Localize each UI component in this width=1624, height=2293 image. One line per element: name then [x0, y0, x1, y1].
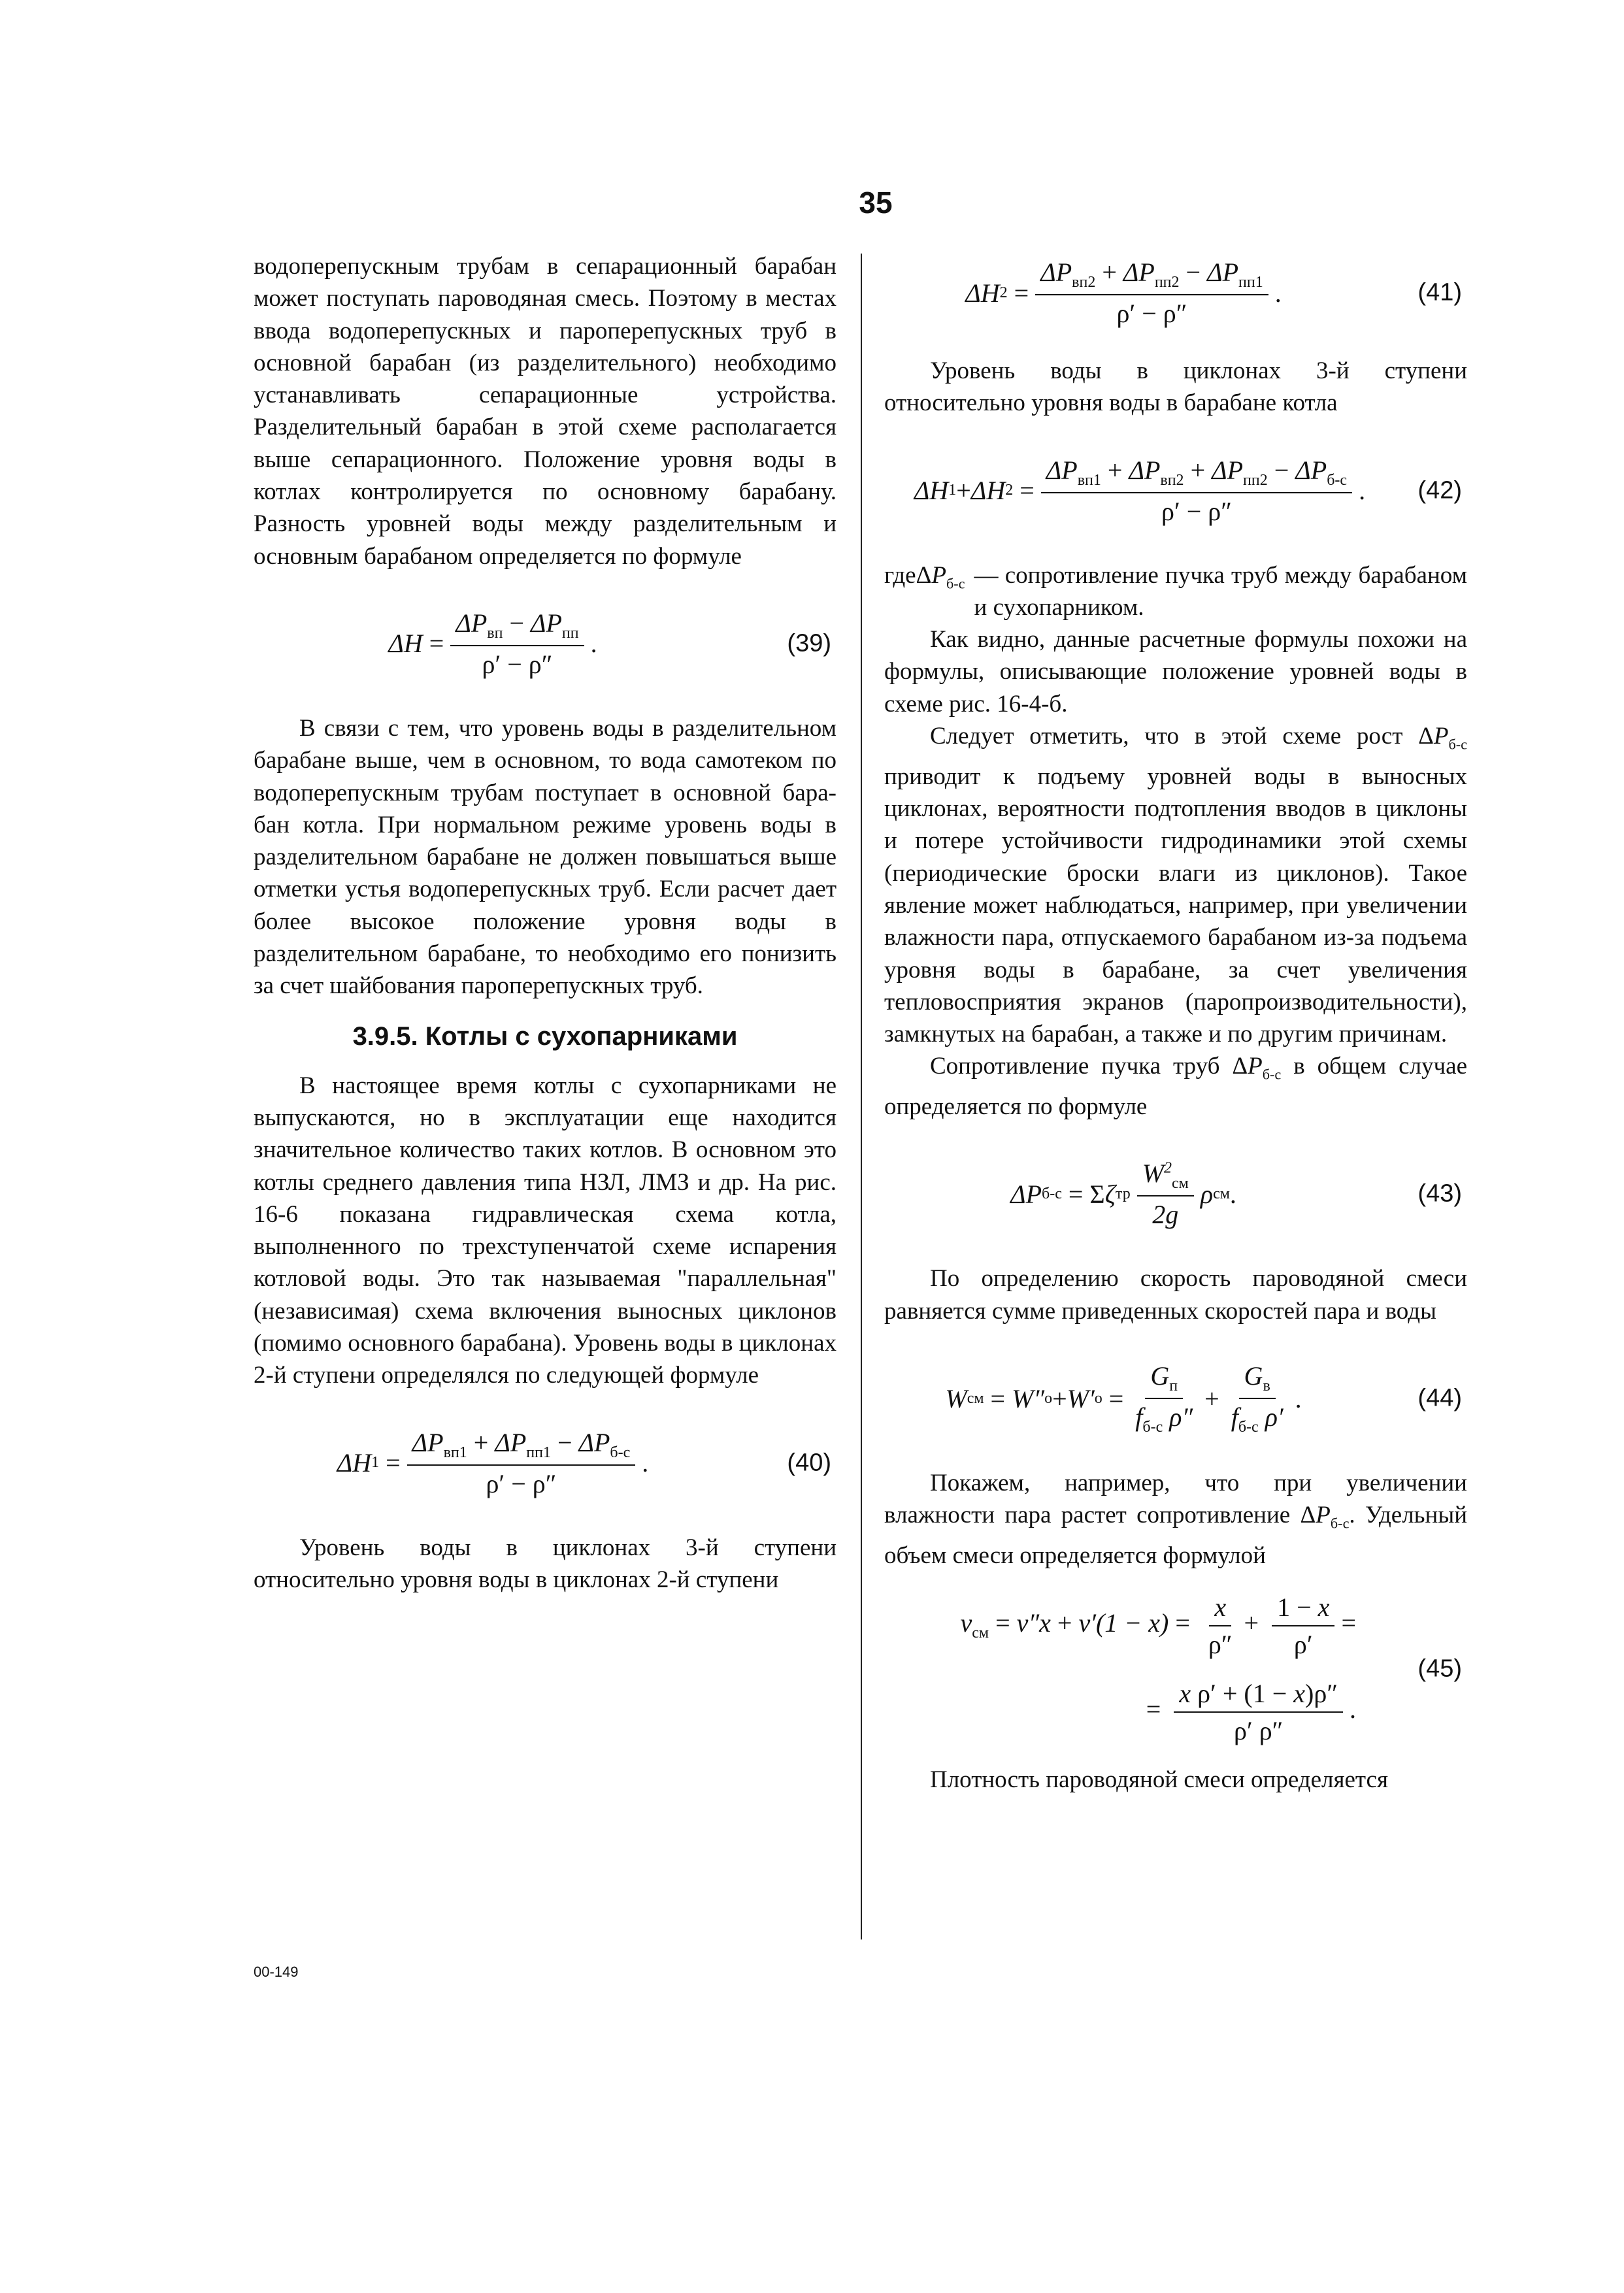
- equation-40: [254, 1414, 837, 1512]
- column-divider: [861, 254, 862, 1939]
- equation-39-number: (39): [787, 629, 831, 657]
- where-text: — сопротивление пучка труб между барабаном и сухопарником.: [974, 561, 1467, 621]
- left-paragraph-2: В связи с тем, что уровень воды в разделительном барабане выше, чем в основном, то вода самотеком по водоперепускным трубам поступает в основной барабан котла. При нормальном режиме уровень воды в разделительном барабане не должен повышаться выше отметки устья водоперепускных труб. Если расчет дает более высокое положение уровня воды в разделительном барабане, то необходимо его понизить за счет шайбования пароперепускных труб.: [254, 714, 837, 1000]
- equation-42: [884, 442, 1467, 540]
- equation-40-number: (40): [787, 1449, 831, 1477]
- equation-43: [884, 1145, 1467, 1243]
- footer-code: 00-149: [254, 1964, 299, 1980]
- left-paragraph-4: Уровень воды в циклонах 3-й ступени относительно уровня воды в циклонах 2-й ступени: [254, 1534, 837, 1593]
- equation-45: [884, 1594, 1467, 1744]
- right-paragraph-1: Уровень воды в циклонах 3-й ступени относительно уровня воды в барабане котла: [884, 357, 1467, 417]
- left-paragraph-3: В настоящее время котлы с сухопарниками не выпускаются, но в эксплуатации еще находится значительное количество таких котлов. В основном это котлы среднего давления типа НЗЛ, ЛМЗ и др. На рис. 16-6 показана гидравлическая схема котла, выполненного по трехступенчатой схеме испарения котловой воды. Это так называемая "параллельная" (независимая) схема включения выносных циклонов (помимо основного барабана). Уровень воды в циклонах 2-й ступени определялся по следующей формуле: [254, 1072, 837, 1389]
- right-column: [884, 250, 1467, 1796]
- right-paragraph-6: Покажем, например, что при увеличении влажности пара растет сопротивление $\Delta P_{б-с}$. Удельный объем смеси определяется формулой: [884, 1470, 1467, 1569]
- equation-44: [884, 1349, 1467, 1447]
- left-column: [254, 250, 837, 1596]
- equation-45-number: (45): [1417, 1655, 1462, 1683]
- page-number: 35: [859, 186, 893, 220]
- equation-44-body: W см = W ″ о + W ′ о = $\frac{G_п}{f_{б-с} \rho''}$ + $\frac{G_в}{f_{б-с} \rho'}$ .: [945, 1361, 1302, 1436]
- right-paragraph-3: Следует отметить, что в этой схеме рост $\Delta P_{б-с}$ приводит к подъему уровней воды в выносных циклонах, вероятности подтопления вводов в циклоны и потере устойчивости гидродинамики этой схемы (периодические броски влаги из циклонов). Такое явление может наблюдаться, например, при увеличении влажности пара, отпускаемого барабаном из-за подъема уровня воды в барабане, за счет увеличения тепловосприятия экранов (паропроизводительности), замкнутых на барабан, а также и по другим причинам.: [884, 723, 1468, 1048]
- equation-43-number: (43): [1417, 1179, 1462, 1208]
- equation-43-body: Δ P б-с = Σ ζ тр $\frac{W^2_{см}}{2g}$ ρ см .: [1010, 1159, 1236, 1230]
- right-paragraph-5: По определению скорость пароводяной смеси равняется сумме приведенных скоростей пара и воды: [884, 1265, 1467, 1325]
- equation-40-body: Δ H 1 = $\frac{\Delta P_{вп1} + \Delta P_{пп1} - \Delta P_{б-с}}{\rho' - \rho''}$ .: [337, 1427, 649, 1498]
- equation-41: [884, 250, 1467, 335]
- equation-41-body: Δ H 2 = $\frac{\Delta P_{вп2} + \Delta P_{пп2} - \Delta P_{пп1}}{\rho' - \rho''}$ .: [965, 257, 1282, 328]
- equation-39-body: Δ H = $\frac{\Delta P_{вп} - \Delta P_{пп}}{\rho' - \rho''}$ .: [388, 608, 597, 679]
- right-paragraph-4: Сопротивление пучка труб $\Delta P_{б-с}$ в общем случае определяется по формуле: [884, 1053, 1468, 1121]
- right-paragraph-7: Плотность пароводяной смеси определяется: [930, 1766, 1388, 1794]
- equation-45-body: $v_{см} = v''x + v'(1 - x)$ = $\frac{x}{\rho''}$ + $\frac{1 - x}{\rho'}$ = = $\frac{\text{x ρ′ + (1 − x)ρ″}}{\rho' \rho''}$ .: [960, 1592, 1356, 1746]
- equation-42-body: Δ H 1 + Δ H 2 = $\frac{\Delta P_{вп1} + \Delta P_{вп2} + \Delta P_{пп2} - \Delta P_{б-с}}{\rho' - \rho''}$ .: [914, 455, 1366, 526]
- equation-42-number: (42): [1417, 476, 1462, 504]
- equation-41-number: (41): [1417, 278, 1462, 306]
- right-paragraph-2: Как видно, данные расчетные формулы похожи на формулы, описывающие положение уровней воды в схеме рис. 16-4-б.: [884, 626, 1467, 718]
- where-clause: [884, 559, 1467, 624]
- left-paragraph-1: водоперепускным трубам в сепарационный барабан может поступать пароводяная смесь. Поэтому в местах ввода водоперепускных и пароперепускных труб в основной барабан (из разделительного) необходимо устанавливать сепарационные устройства. Разделительный барабан в этой схеме располагается выше сепарационного. Положение уровня воды в котлах контролируется по основному барабану. Разность уровней воды между разделительным и основным барабаном определяется по формуле: [254, 253, 837, 570]
- section-heading: 3.9.5. Котлы с сухопарниками: [352, 1021, 738, 1051]
- where-label: гдеΔP$_{б-с}$: [884, 561, 965, 591]
- equation-44-number: (44): [1417, 1384, 1462, 1412]
- equation-39: [254, 595, 837, 693]
